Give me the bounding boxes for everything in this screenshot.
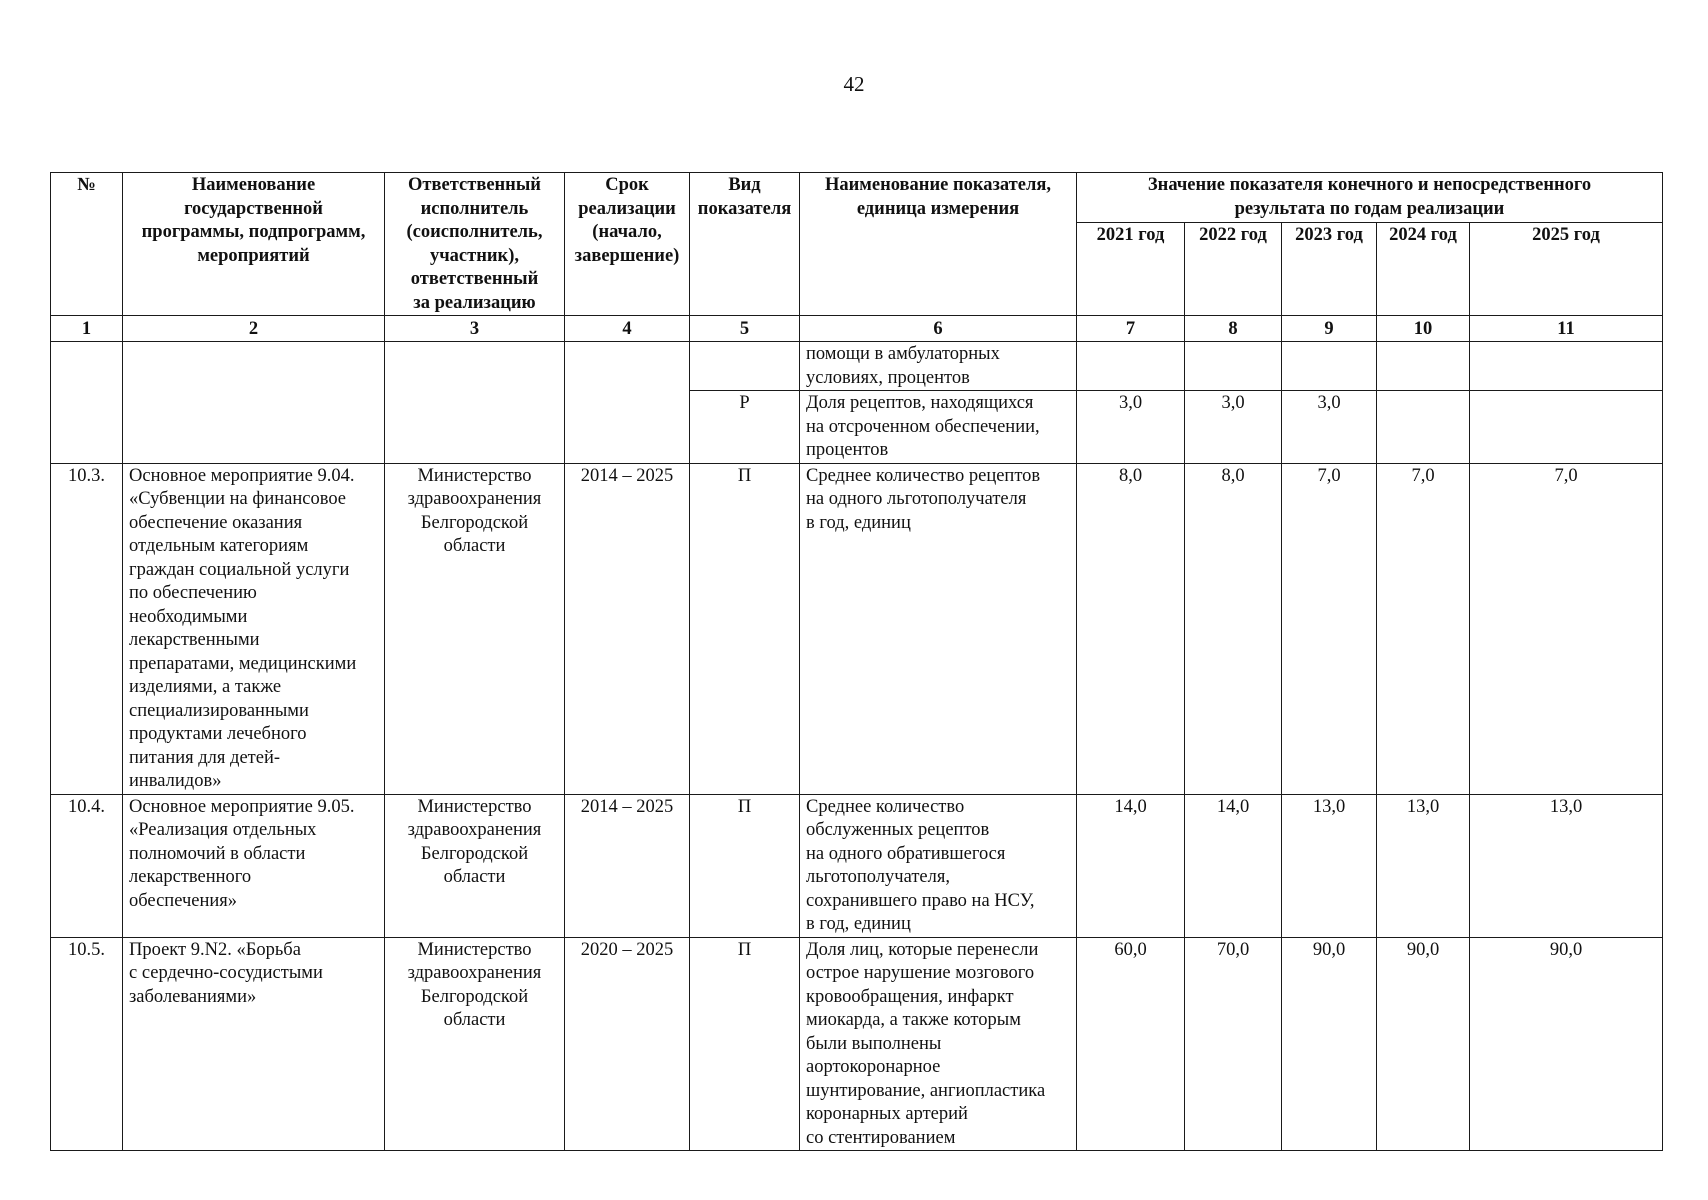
header-indicator-type: Вид показателя bbox=[690, 173, 800, 316]
program-indicators-table bbox=[50, 172, 1663, 1151]
row-indicator-type bbox=[690, 342, 800, 391]
header-period: Срок реализации (начало, завершение) bbox=[565, 173, 690, 316]
column-number: 10 bbox=[1377, 316, 1470, 342]
row-period: 2014 – 2025 bbox=[565, 463, 690, 794]
table-row bbox=[51, 794, 1663, 937]
row-value-2024: 90,0 bbox=[1377, 937, 1470, 1151]
header-indicator-name: Наименование показателя, единица измерения bbox=[800, 173, 1077, 316]
row-value-2025 bbox=[1470, 342, 1663, 391]
row-value-2022: 3,0 bbox=[1185, 391, 1282, 464]
column-number-row bbox=[51, 316, 1663, 342]
row-value-2021: 60,0 bbox=[1077, 937, 1185, 1151]
row-value-2024: 13,0 bbox=[1377, 794, 1470, 937]
row-indicator-name: Среднее количество рецептов на одного льготополучателя в год, единиц bbox=[800, 463, 1077, 794]
row-value-2025: 7,0 bbox=[1470, 463, 1663, 794]
header-year-2021: 2021 год bbox=[1077, 223, 1185, 316]
row-indicator-name: Доля лиц, которые перенесли острое нарушение мозгового кровообращения, инфаркт миокарда, а также которым были выполнены аортокоронарное шунтирование, ангиопластика коронарных артерий со стентированием bbox=[800, 937, 1077, 1151]
header-year-2025: 2025 год bbox=[1470, 223, 1663, 316]
row-number bbox=[51, 342, 123, 464]
row-indicator-type: Р bbox=[690, 391, 800, 464]
column-number: 2 bbox=[123, 316, 385, 342]
table-row bbox=[51, 937, 1663, 1151]
row-number: 10.3. bbox=[51, 463, 123, 794]
row-value-2024 bbox=[1377, 391, 1470, 464]
row-program-name: Основное мероприятие 9.05. «Реализация отдельных полномочий в области лекарственного обеспечения» bbox=[123, 794, 385, 937]
column-number: 9 bbox=[1282, 316, 1377, 342]
row-value-2022 bbox=[1185, 342, 1282, 391]
column-number: 1 bbox=[51, 316, 123, 342]
row-value-2022: 14,0 bbox=[1185, 794, 1282, 937]
row-indicator-name: помощи в амбулаторных условиях, процентов bbox=[800, 342, 1077, 391]
row-value-2022: 8,0 bbox=[1185, 463, 1282, 794]
row-value-2024: 7,0 bbox=[1377, 463, 1470, 794]
row-indicator-type: П bbox=[690, 463, 800, 794]
header-year-2023: 2023 год bbox=[1282, 223, 1377, 316]
header-year-2024: 2024 год bbox=[1377, 223, 1470, 316]
row-value-2021: 8,0 bbox=[1077, 463, 1185, 794]
row-value-2023 bbox=[1282, 342, 1377, 391]
row-indicator-type: П bbox=[690, 937, 800, 1151]
header-values-group: Значение показателя конечного и непосредственного результата по годам реализации bbox=[1077, 173, 1663, 223]
row-value-2024 bbox=[1377, 342, 1470, 391]
row-value-2022: 70,0 bbox=[1185, 937, 1282, 1151]
row-period: 2020 – 2025 bbox=[565, 937, 690, 1151]
row-value-2021: 3,0 bbox=[1077, 391, 1185, 464]
row-program-name: Проект 9.N2. «Борьба с сердечно-сосудистыми заболеваниями» bbox=[123, 937, 385, 1151]
row-value-2023: 13,0 bbox=[1282, 794, 1377, 937]
row-program-name: Основное мероприятие 9.04. «Субвенции на финансовое обеспечение оказания отдельным категориям граждан социальной услуги по обеспечению необходимыми лекарственными препаратами, медицинскими изделиями, а также специализированными продуктами лечебного питания для детей- инвалидов» bbox=[123, 463, 385, 794]
row-indicator-name: Среднее количество обслуженных рецептов на одного обратившегося льготополучателя, сохранившего право на НСУ, в год, единиц bbox=[800, 794, 1077, 937]
row-value-2023: 7,0 bbox=[1282, 463, 1377, 794]
header-responsible: Ответственный исполнитель (соисполнитель, участник), ответственный за реализацию bbox=[385, 173, 565, 316]
row-program-name bbox=[123, 342, 385, 464]
table-row bbox=[51, 342, 1663, 391]
row-responsible: Министерство здравоохранения Белгородской области bbox=[385, 794, 565, 937]
column-number: 4 bbox=[565, 316, 690, 342]
column-number: 8 bbox=[1185, 316, 1282, 342]
row-value-2021 bbox=[1077, 342, 1185, 391]
row-indicator-type: П bbox=[690, 794, 800, 937]
row-number: 10.5. bbox=[51, 937, 123, 1151]
column-number: 6 bbox=[800, 316, 1077, 342]
column-number: 5 bbox=[690, 316, 800, 342]
page-number: 42 bbox=[843, 72, 865, 96]
row-responsible bbox=[385, 342, 565, 464]
row-responsible: Министерство здравоохранения Белгородской области bbox=[385, 937, 565, 1151]
row-value-2023: 3,0 bbox=[1282, 391, 1377, 464]
row-value-2025: 90,0 bbox=[1470, 937, 1663, 1151]
table-row bbox=[51, 463, 1663, 794]
column-number: 7 bbox=[1077, 316, 1185, 342]
row-value-2025 bbox=[1470, 391, 1663, 464]
row-value-2025: 13,0 bbox=[1470, 794, 1663, 937]
row-value-2023: 90,0 bbox=[1282, 937, 1377, 1151]
column-number: 3 bbox=[385, 316, 565, 342]
header-no: № bbox=[51, 173, 123, 316]
header-program-name: Наименование государственной программы, подпрограмм, мероприятий bbox=[123, 173, 385, 316]
column-number: 11 bbox=[1470, 316, 1663, 342]
row-responsible: Министерство здравоохранения Белгородской области bbox=[385, 463, 565, 794]
row-indicator-name: Доля рецептов, находящихся на отсроченном обеспечении, процентов bbox=[800, 391, 1077, 464]
row-period bbox=[565, 342, 690, 464]
header-year-2022: 2022 год bbox=[1185, 223, 1282, 316]
row-number: 10.4. bbox=[51, 794, 123, 937]
row-period: 2014 – 2025 bbox=[565, 794, 690, 937]
row-value-2021: 14,0 bbox=[1077, 794, 1185, 937]
